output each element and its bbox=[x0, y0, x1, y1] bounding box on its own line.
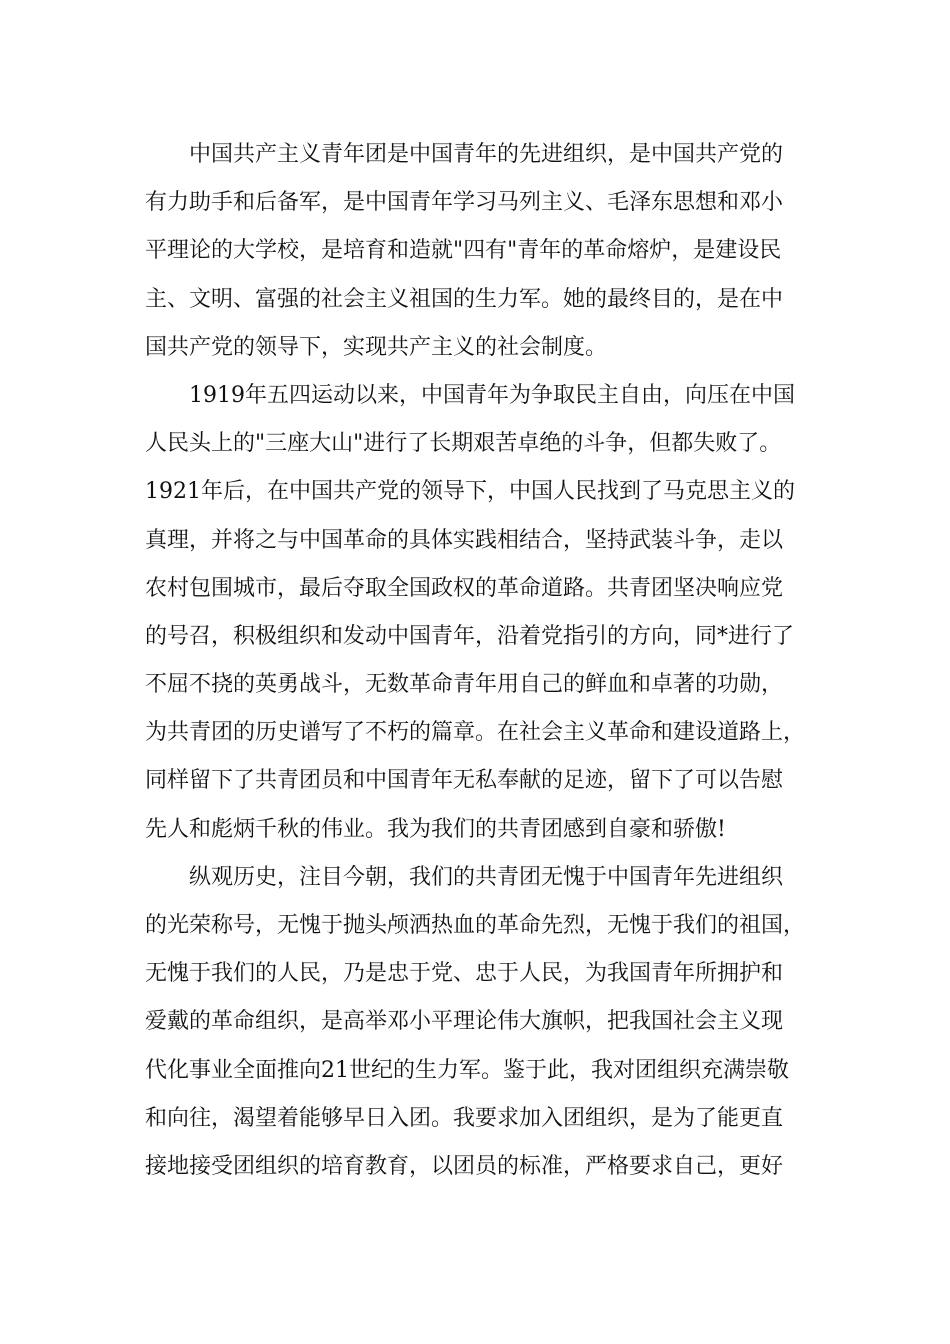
text-line: 主、文明、富强的社会主义祖国的生力军。她的最终目的，是在中 bbox=[145, 286, 784, 312]
paragraph-3 bbox=[145, 854, 825, 1191]
text-line: 不屈不挠的英勇战斗，无数革命青年用自己的鲜血和卓著的功勋， bbox=[145, 672, 784, 698]
text-line: 1919年五四运动以来，中国青年为争取民主自由，向压在中国 bbox=[189, 382, 795, 408]
document-body bbox=[145, 131, 825, 1191]
text-line: 纵观历史，注目今朝，我们的共青团无愧于中国青年先进组织 bbox=[189, 864, 784, 890]
text-line: 国共产党的领导下，实现共产主义的社会制度。 bbox=[145, 334, 608, 360]
text-line: 同样留下了共青团员和中国青年无私奉献的足迹，留下了可以告慰 bbox=[145, 768, 784, 794]
text-line: 和向往，渴望着能够早日入团。我要求加入团组织，是为了能更直 bbox=[145, 1105, 784, 1131]
text-line: 的号召，积极组织和发动中国青年，沿着党指引的方向，同*进行了 bbox=[145, 623, 795, 649]
text-line: 为共青团的历史谱写了不朽的篇章。在社会主义革命和建设道路上， bbox=[145, 720, 806, 746]
text-line: 的光荣称号，无愧于抛头颅洒热血的革命先烈，无愧于我们的祖国， bbox=[145, 913, 806, 938]
text-line: 有力助手和后备军，是中国青年学习马列主义、毛泽东思想和邓小 bbox=[145, 190, 784, 216]
text-line: 真理，并将之与中国革命的具体实践相结合，坚持武装斗争，走以 bbox=[145, 527, 784, 553]
text-line: 接地接受团组织的培育教育，以团员的标准，严格要求自己，更好 bbox=[145, 1153, 784, 1179]
text-line: 爱戴的革命组织，是高举邓小平理论伟大旗帜，把我国社会主义现 bbox=[145, 1009, 784, 1035]
text-line: 1921年后，在中国共产党的领导下，中国人民找到了马克思主义的 bbox=[145, 479, 795, 505]
text-line: 代化事业全面推向21世纪的生力军。鉴于此，我对团组织充满崇敬 bbox=[145, 1057, 789, 1083]
paragraph-1 bbox=[145, 131, 825, 372]
text-line: 平理论的大学校，是培育和造就"四有"青年的革命熔炉，是建设民 bbox=[145, 238, 782, 264]
text-line: 中国共产主义青年团是中国青年的先进组织，是中国共产党的 bbox=[189, 142, 784, 167]
text-line: 无愧于我们的人民，乃是忠于党、忠于人民，为我国青年所拥护和 bbox=[145, 961, 784, 987]
paragraph-2 bbox=[145, 372, 825, 854]
text-line: 农村包围城市，最后夺取全国政权的革命道路。共青团坚决响应党 bbox=[145, 575, 784, 601]
text-line: 人民头上的"三座大山"进行了长期艰苦卓绝的斗争，但都失败了。 bbox=[145, 431, 782, 457]
text-line: 先人和彪炳千秋的伟业。我为我们的共青团感到自豪和骄傲! bbox=[145, 816, 726, 842]
